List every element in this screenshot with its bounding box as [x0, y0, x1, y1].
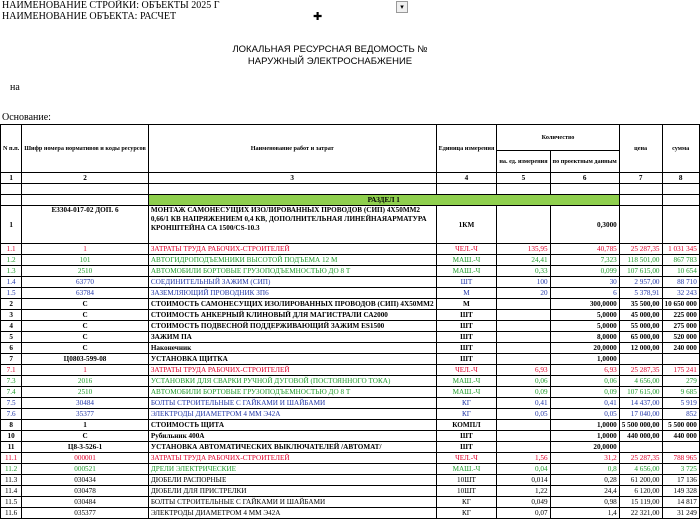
- section-title[interactable]: РАЗДЕЛ 1: [148, 195, 619, 206]
- table-row: [1, 277, 700, 288]
- unit[interactable]: КГ: [436, 409, 497, 420]
- price[interactable]: 107 615,00: [619, 387, 662, 398]
- work-name[interactable]: ЗАЗЕМЛЯЮЩИЙ ПРОВОДНИК ЗП6: [148, 288, 436, 299]
- work-name[interactable]: БОЛТЫ СТРОИТЕЛЬНЫЕ С ГАЙКАМИ И ШАЙБАМИ: [148, 497, 436, 508]
- object-name: НАИМЕНОВАНИЕ ОБЪЕКТА: РАСЧЕТ: [2, 11, 177, 22]
- unit[interactable]: ШТ: [436, 343, 497, 354]
- sum[interactable]: 867 783: [662, 255, 699, 266]
- qty-per-unit[interactable]: [497, 442, 550, 453]
- sum[interactable]: 3 725: [662, 464, 699, 475]
- price[interactable]: 61 200,00: [619, 475, 662, 486]
- table-row: [1, 332, 700, 343]
- work-name[interactable]: ЗАТРАТЫ ТРУДА РАБОЧИХ-СТРОИТЕЛЕЙ: [148, 244, 436, 255]
- col-header-qty-project: по проектным данным: [550, 151, 619, 173]
- table-row: [1, 310, 700, 321]
- price[interactable]: 4 656,00: [619, 464, 662, 475]
- qty-per-unit[interactable]: 20: [497, 288, 550, 299]
- qty-project[interactable]: 300,0000: [550, 299, 619, 310]
- qty-project[interactable]: 8,0000: [550, 332, 619, 343]
- price[interactable]: 5 500 000,00: [619, 420, 662, 431]
- sum[interactable]: 10 650 000: [662, 299, 699, 310]
- resource-code[interactable]: Е3304-017-02 ДОП. 6: [22, 206, 149, 244]
- sum[interactable]: 10 654: [662, 266, 699, 277]
- col-number: 5: [497, 173, 550, 184]
- row-number[interactable]: 8: [1, 420, 22, 431]
- row-number[interactable]: 1.4: [1, 277, 22, 288]
- sum[interactable]: [662, 442, 699, 453]
- cell-cursor-icon: ✚: [313, 11, 323, 23]
- work-name[interactable]: ЗАТРАТЫ ТРУДА РАБОЧИХ-СТРОИТЕЛЕЙ: [148, 453, 436, 464]
- row-number[interactable]: 4: [1, 321, 22, 332]
- price[interactable]: 55 000,00: [619, 321, 662, 332]
- unit[interactable]: МАШ.-Ч: [436, 266, 497, 277]
- unit[interactable]: 1КМ: [436, 206, 497, 244]
- row-number[interactable]: 11.2: [1, 464, 22, 475]
- qty-project[interactable]: 40,785: [550, 244, 619, 255]
- row-number[interactable]: 11.3: [1, 475, 22, 486]
- qty-per-unit[interactable]: 0,33: [497, 266, 550, 277]
- construction-name: НАИМЕНОВАНИЕ СТРОЙКИ: ОБЪЕКТЫ 2025 Г: [2, 0, 220, 11]
- table-row: [1, 475, 700, 486]
- qty-per-unit[interactable]: 1,56: [497, 453, 550, 464]
- work-name[interactable]: СТОИМОСТЬ АНКЕРНЫЙ КЛИНОВЫЙ ДЛЯ МАГИСТРАЛИ СА2000: [148, 310, 436, 321]
- qty-project[interactable]: 6: [550, 288, 619, 299]
- qty-project[interactable]: 20,0000: [550, 442, 619, 453]
- resource-code[interactable]: С: [22, 431, 149, 442]
- qty-project[interactable]: 1,0000: [550, 431, 619, 442]
- sum[interactable]: 32 243: [662, 288, 699, 299]
- col-header-sum: сумма: [662, 125, 699, 173]
- table-row: [1, 365, 700, 376]
- sum[interactable]: 279: [662, 376, 699, 387]
- work-name[interactable]: МОНТАЖ САМОНЕСУЩИХ ИЗОЛИРОВАННЫХ ПРОВОДОВ (СИП) 4Х50ММ2 0,66/1 КВ НАПРЯЖЕНИЕМ 0,4 КВ, ДОПОЛНИТЕЛЬНАЯ ЛИНЕЙНАЯАРМАТУРА КРОНШТЕЙНА СА 1500/CS-10.3: [148, 206, 436, 244]
- unit[interactable]: М: [436, 299, 497, 310]
- row-number[interactable]: 7.5: [1, 398, 22, 409]
- work-name[interactable]: СТОИМОСТЬ САМОНЕСУЩИХ ИЗОЛИРОВАННЫХ ПРОВОДОВ (СИП) 4Х50ММ2: [148, 299, 436, 310]
- work-name[interactable]: ДЮБЕЛИ РАСПОРНЫЕ: [148, 475, 436, 486]
- qty-per-unit[interactable]: 0,04: [497, 464, 550, 475]
- sum[interactable]: 5 500 000: [662, 420, 699, 431]
- sum[interactable]: 14 817: [662, 497, 699, 508]
- work-name[interactable]: ЗАТРАТЫ ТРУДА РАБОЧИХ-СТРОИТЕЛЕЙ: [148, 365, 436, 376]
- resource-code[interactable]: 1: [22, 420, 149, 431]
- col-header-price: цена: [619, 125, 662, 173]
- work-name[interactable]: ЭЛЕКТРОДЫ ДИАМЕТРОМ 4 ММ Э42А: [148, 409, 436, 420]
- qty-per-unit[interactable]: 0,014: [497, 475, 550, 486]
- date-label: на: [10, 82, 20, 93]
- col-header-qty-unit: на. ед. измерения: [497, 151, 550, 173]
- resource-code[interactable]: 1: [22, 365, 149, 376]
- col-number: 2: [22, 173, 149, 184]
- work-name[interactable]: СТОИМОСТЬ ЩИТА: [148, 420, 436, 431]
- resource-code[interactable]: Ц0803-599-08: [22, 354, 149, 365]
- price[interactable]: 65 000,00: [619, 332, 662, 343]
- sum[interactable]: 788 965: [662, 453, 699, 464]
- qty-per-unit[interactable]: 0,09: [497, 387, 550, 398]
- qty-project[interactable]: 0,8: [550, 464, 619, 475]
- qty-project[interactable]: 30: [550, 277, 619, 288]
- sum[interactable]: [662, 354, 699, 365]
- resource-code[interactable]: 2510: [22, 266, 149, 277]
- qty-per-unit[interactable]: 0,05: [497, 409, 550, 420]
- qty-project[interactable]: 5,0000: [550, 310, 619, 321]
- qty-project[interactable]: 5,0000: [550, 321, 619, 332]
- table-row: [1, 486, 700, 497]
- qty-project[interactable]: 1,4: [550, 508, 619, 519]
- price[interactable]: 25 287,35: [619, 244, 662, 255]
- table-row: [1, 376, 700, 387]
- unit[interactable]: МАШ.-Ч: [436, 387, 497, 398]
- table-row: [1, 321, 700, 332]
- table-row: [1, 354, 700, 365]
- qty-project[interactable]: 0,05: [550, 409, 619, 420]
- col-number: 8: [662, 173, 699, 184]
- resource-code[interactable]: 030434: [22, 475, 149, 486]
- row-number[interactable]: 7.4: [1, 387, 22, 398]
- unit[interactable]: ШТ: [436, 431, 497, 442]
- empty-row: [1, 184, 700, 195]
- table-row: [1, 442, 700, 453]
- resource-code[interactable]: 35377: [22, 409, 149, 420]
- table-row: [1, 343, 700, 354]
- qty-per-unit[interactable]: [497, 206, 550, 244]
- row-number[interactable]: 11.5: [1, 497, 22, 508]
- work-name[interactable]: АВТОМОБИЛИ БОРТОВЫЕ ГРУЗОПОДЪЕМНОСТЬЮ ДО 8 Т: [148, 266, 436, 277]
- qty-per-unit[interactable]: 24,41: [497, 255, 550, 266]
- price[interactable]: 6 120,00: [619, 486, 662, 497]
- qty-project[interactable]: 24,4: [550, 486, 619, 497]
- price[interactable]: 35 500,00: [619, 299, 662, 310]
- unit[interactable]: КГ: [436, 497, 497, 508]
- resource-code[interactable]: 030484: [22, 497, 149, 508]
- resource-code[interactable]: 1: [22, 244, 149, 255]
- price[interactable]: 5 378,91: [619, 288, 662, 299]
- row-number[interactable]: 1.2: [1, 255, 22, 266]
- resource-code[interactable]: 035377: [22, 508, 149, 519]
- sum[interactable]: 9 685: [662, 387, 699, 398]
- basis-label: Основание:: [2, 112, 51, 123]
- qty-project[interactable]: 0,09: [550, 387, 619, 398]
- price[interactable]: 25 287,35: [619, 453, 662, 464]
- work-name[interactable]: ЗАЖИМ ПА: [148, 332, 436, 343]
- price[interactable]: 45 000,00: [619, 310, 662, 321]
- unit[interactable]: ШТ: [436, 277, 497, 288]
- sum[interactable]: 225 000: [662, 310, 699, 321]
- sum[interactable]: [662, 206, 699, 244]
- work-name[interactable]: УСТАНОВКА АВТОМАТИЧЕСКИХ ВЫКЛЮЧАТЕЛЕЙ /АВТОМАТ/: [148, 442, 436, 453]
- sum[interactable]: 88 710: [662, 277, 699, 288]
- sum[interactable]: 240 000: [662, 343, 699, 354]
- qty-per-unit[interactable]: 1,22: [497, 486, 550, 497]
- dropdown-arrow-icon[interactable]: ▾: [396, 1, 408, 13]
- resource-code[interactable]: 63770: [22, 277, 149, 288]
- price[interactable]: 118 501,00: [619, 255, 662, 266]
- unit[interactable]: ШТ: [436, 321, 497, 332]
- row-number[interactable]: 11.1: [1, 453, 22, 464]
- col-header-num: N п.п.: [1, 125, 22, 173]
- resource-code[interactable]: 030478: [22, 486, 149, 497]
- col-number: 7: [619, 173, 662, 184]
- table-row: [1, 206, 700, 244]
- unit[interactable]: КГ: [436, 508, 497, 519]
- row-number[interactable]: 3: [1, 310, 22, 321]
- price[interactable]: 107 615,00: [619, 266, 662, 277]
- qty-per-unit[interactable]: 0,06: [497, 376, 550, 387]
- table-row: [1, 244, 700, 255]
- sum[interactable]: 31 249: [662, 508, 699, 519]
- qty-per-unit[interactable]: [497, 321, 550, 332]
- price[interactable]: 17 040,00: [619, 409, 662, 420]
- unit[interactable]: 10ШТ: [436, 486, 497, 497]
- table-row: [1, 464, 700, 475]
- price[interactable]: [619, 206, 662, 244]
- row-number[interactable]: 7.6: [1, 409, 22, 420]
- price[interactable]: 14 437,00: [619, 398, 662, 409]
- row-number[interactable]: 11.6: [1, 508, 22, 519]
- table-row: [1, 508, 700, 519]
- unit[interactable]: ЧЕЛ.-Ч: [436, 453, 497, 464]
- unit[interactable]: ЧЕЛ.-Ч: [436, 244, 497, 255]
- qty-project[interactable]: 0,28: [550, 475, 619, 486]
- row-number[interactable]: 1: [1, 206, 22, 244]
- work-name[interactable]: ДЮБЕЛИ ДЛЯ ПРИСТРЕЛКИ: [148, 486, 436, 497]
- qty-project[interactable]: 0,3000: [550, 206, 619, 244]
- qty-per-unit[interactable]: 6,93: [497, 365, 550, 376]
- resource-code[interactable]: 000001: [22, 453, 149, 464]
- qty-project[interactable]: 1,0000: [550, 420, 619, 431]
- row-number[interactable]: 7: [1, 354, 22, 365]
- table-row: [1, 266, 700, 277]
- section-row: [1, 195, 700, 206]
- resource-code[interactable]: 2016: [22, 376, 149, 387]
- unit[interactable]: МАШ.-Ч: [436, 376, 497, 387]
- price[interactable]: 4 656,00: [619, 376, 662, 387]
- sum[interactable]: 440 000: [662, 431, 699, 442]
- qty-project[interactable]: 1,0000: [550, 354, 619, 365]
- qty-per-unit[interactable]: [497, 310, 550, 321]
- work-name[interactable]: АВТОГИДРОПОДЪЕМНИКИ ВЫСОТОЙ ПОДЪЕМА 12 М: [148, 255, 436, 266]
- table-row: [1, 409, 700, 420]
- resource-code[interactable]: Ц8-3-526-1: [22, 442, 149, 453]
- sum[interactable]: 17 136: [662, 475, 699, 486]
- qty-per-unit[interactable]: [497, 420, 550, 431]
- resource-table: [0, 124, 700, 519]
- resource-code[interactable]: 101: [22, 255, 149, 266]
- col-number: 6: [550, 173, 619, 184]
- qty-per-unit[interactable]: [497, 343, 550, 354]
- unit[interactable]: М: [436, 288, 497, 299]
- qty-per-unit[interactable]: 0,049: [497, 497, 550, 508]
- qty-per-unit[interactable]: [497, 431, 550, 442]
- resource-code[interactable]: С: [22, 343, 149, 354]
- qty-per-unit[interactable]: 0,41: [497, 398, 550, 409]
- resource-code[interactable]: С: [22, 321, 149, 332]
- unit[interactable]: ЧЕЛ.-Ч: [436, 365, 497, 376]
- col-header-qty: Количество: [497, 125, 619, 151]
- row-number[interactable]: 11.4: [1, 486, 22, 497]
- qty-per-unit[interactable]: 0,07: [497, 508, 550, 519]
- work-name[interactable]: ЭЛЕКТРОДЫ ДИАМЕТРОМ 4 ММ Э42А: [148, 508, 436, 519]
- unit[interactable]: ШТ: [436, 354, 497, 365]
- row-number[interactable]: 1.3: [1, 266, 22, 277]
- sum[interactable]: 275 000: [662, 321, 699, 332]
- unit[interactable]: КГ: [436, 398, 497, 409]
- resource-code[interactable]: С: [22, 310, 149, 321]
- work-name[interactable]: УСТАНОВКА ЩИТКА: [148, 354, 436, 365]
- statement-subtitle: НАРУЖНЫЙ ЭЛЕКТРОСНАБЖЕНИЕ: [247, 56, 413, 67]
- statement-title: ЛОКАЛЬНАЯ РЕСУРСНАЯ ВЕДОМОСТЬ №: [232, 44, 428, 55]
- sum[interactable]: 1 031 345: [662, 244, 699, 255]
- unit[interactable]: ШТ: [436, 310, 497, 321]
- table-row: [1, 453, 700, 464]
- table-row: [1, 288, 700, 299]
- resource-code[interactable]: 000521: [22, 464, 149, 475]
- row-number[interactable]: 11: [1, 442, 22, 453]
- col-header-code: Шифр номера нормативов и коды ресурсов: [22, 125, 149, 173]
- price[interactable]: [619, 354, 662, 365]
- qty-project[interactable]: 0,099: [550, 266, 619, 277]
- work-name[interactable]: УСТАНОВКИ ДЛЯ СВАРКИ РУЧНОЙ ДУГОВОЙ (ПОСТОЯННОГО ТОКА): [148, 376, 436, 387]
- work-name[interactable]: СТОИМОСТЬ ПОДВЕСНОЙ ПОДДЕРЖИВАЮЩИЙ ЗАЖИМ ES1500: [148, 321, 436, 332]
- sum[interactable]: 149 328: [662, 486, 699, 497]
- resource-code[interactable]: С: [22, 332, 149, 343]
- row-number[interactable]: 1.5: [1, 288, 22, 299]
- table-row: [1, 299, 700, 310]
- qty-per-unit[interactable]: 135,95: [497, 244, 550, 255]
- table-row: [1, 497, 700, 508]
- qty-per-unit[interactable]: [497, 354, 550, 365]
- sum[interactable]: 520 000: [662, 332, 699, 343]
- resource-code[interactable]: 30484: [22, 398, 149, 409]
- row-number[interactable]: 10: [1, 431, 22, 442]
- qty-project[interactable]: 6,93: [550, 365, 619, 376]
- unit[interactable]: КОМПЛ: [436, 420, 497, 431]
- work-name[interactable]: СОЕДИНИТЕЛЬНЫЙ ЗАЖИМ (СИП): [148, 277, 436, 288]
- price[interactable]: 2 957,00: [619, 277, 662, 288]
- qty-project[interactable]: 20,0000: [550, 343, 619, 354]
- unit[interactable]: МАШ.-Ч: [436, 464, 497, 475]
- table-row: [1, 431, 700, 442]
- unit[interactable]: МАШ.-Ч: [436, 255, 497, 266]
- qty-project[interactable]: 0,06: [550, 376, 619, 387]
- sum[interactable]: 852: [662, 409, 699, 420]
- table-row: [1, 387, 700, 398]
- work-name[interactable]: ДРЕЛИ ЭЛЕКТРИЧЕСКИЕ: [148, 464, 436, 475]
- table-row: [1, 255, 700, 266]
- col-number: 4: [436, 173, 497, 184]
- work-name[interactable]: БОЛТЫ СТРОИТЕЛЬНЫЕ С ГАЙКАМИ И ШАЙБАМИ: [148, 398, 436, 409]
- price[interactable]: [619, 442, 662, 453]
- row-number[interactable]: 1.1: [1, 244, 22, 255]
- price[interactable]: 12 000,00: [619, 343, 662, 354]
- row-number[interactable]: 6: [1, 343, 22, 354]
- price[interactable]: 440 000,00: [619, 431, 662, 442]
- unit[interactable]: 10ШТ: [436, 475, 497, 486]
- row-number[interactable]: 5: [1, 332, 22, 343]
- qty-project[interactable]: 31,2: [550, 453, 619, 464]
- qty-per-unit[interactable]: 100: [497, 277, 550, 288]
- col-number: 1: [1, 173, 22, 184]
- table-row: [1, 398, 700, 409]
- col-number: 3: [148, 173, 436, 184]
- col-header-unit: Единица измерения: [436, 125, 497, 173]
- sum[interactable]: 5 919: [662, 398, 699, 409]
- resource-code[interactable]: С: [22, 299, 149, 310]
- work-name[interactable]: АВТОМОБИЛИ БОРТОВЫЕ ГРУЗОПОДЪЕМНОСТЬЮ ДО 8 Т: [148, 387, 436, 398]
- table-row: [1, 420, 700, 431]
- resource-code[interactable]: 63784: [22, 288, 149, 299]
- qty-project[interactable]: 0,98: [550, 497, 619, 508]
- qty-project[interactable]: 0,41: [550, 398, 619, 409]
- qty-project[interactable]: 7,323: [550, 255, 619, 266]
- column-number-row: [1, 173, 700, 184]
- row-number[interactable]: 2: [1, 299, 22, 310]
- qty-per-unit[interactable]: [497, 299, 550, 310]
- unit[interactable]: ШТ: [436, 442, 497, 453]
- price[interactable]: 15 119,00: [619, 497, 662, 508]
- unit[interactable]: ШТ: [436, 332, 497, 343]
- sum[interactable]: 175 241: [662, 365, 699, 376]
- row-number[interactable]: 7.3: [1, 376, 22, 387]
- price[interactable]: 25 287,35: [619, 365, 662, 376]
- qty-per-unit[interactable]: [497, 332, 550, 343]
- work-name[interactable]: Рубильник 400А: [148, 431, 436, 442]
- price[interactable]: 22 321,00: [619, 508, 662, 519]
- work-name[interactable]: Наконечник: [148, 343, 436, 354]
- header-row: [1, 125, 700, 151]
- col-header-name: Наименование работ и затрат: [148, 125, 436, 173]
- resource-code[interactable]: 2510: [22, 387, 149, 398]
- row-number[interactable]: 7.1: [1, 365, 22, 376]
